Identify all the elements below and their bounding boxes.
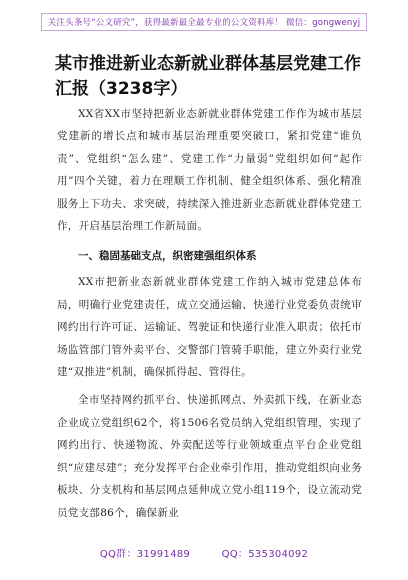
banner-text: 关注头条号“公文研究”，获得最新最全最专业的公文资料库！ 微信：gongwenyj xyxy=(41,13,368,31)
paragraph: XX省XX市坚持把新业态新就业群体党建工作作为城市基层党建新的增长点和城市基层治理重要突破口，紧扣党建“谁负责”、党组织“怎么建”、党建工作“力量弱”党组织如何“起作用”四个关键，着力在理顺工作机制、健全组织体系、强化精准服务上下功夫、求突破，持续深入推进新业态新就业群体党建工作，开启基层治理工作新局面。 xyxy=(57,108,362,233)
footer-qq: QQ：535304092 xyxy=(221,549,309,560)
document-title: 某市推进新业态新就业群体基层党建工作汇报（3238字） xyxy=(55,54,361,99)
document-body xyxy=(57,103,362,524)
section-heading: 一、稳固基础支点，织密建强组织体系 xyxy=(78,250,257,263)
header-banner xyxy=(0,10,408,31)
footer xyxy=(0,545,408,560)
paragraph: XX市把新业态新就业群体党建工作纳入城市党建总体布局，明确行业党建责任，成立交通运输、快递行业党委负责统审网约出行许可证、运输证、驾驶证和快递行业准入职责；依托市场监管部门管外卖平台、交警部门管骑手职能，建立外卖行业党建“双推进”机制，确保抓得起、管得住。 xyxy=(57,276,362,379)
footer-qq-group: QQ群：31991489 xyxy=(99,549,191,560)
paragraph: 全市坚持网约抓平台、快递抓网点、外卖抓下线，在新业态企业成立党组织62个，将1506名党员纳入党组织管理，实现了网约出行、快递物流、外卖配送等行业领域重点平台企业党组织“应建尽建”；充分发挥平台企业牵引作用，推动党组织向业务板块、分支机构和基层网点延伸成立党小组119个，设立流动党员党支部86个，确保新业 xyxy=(57,394,362,519)
